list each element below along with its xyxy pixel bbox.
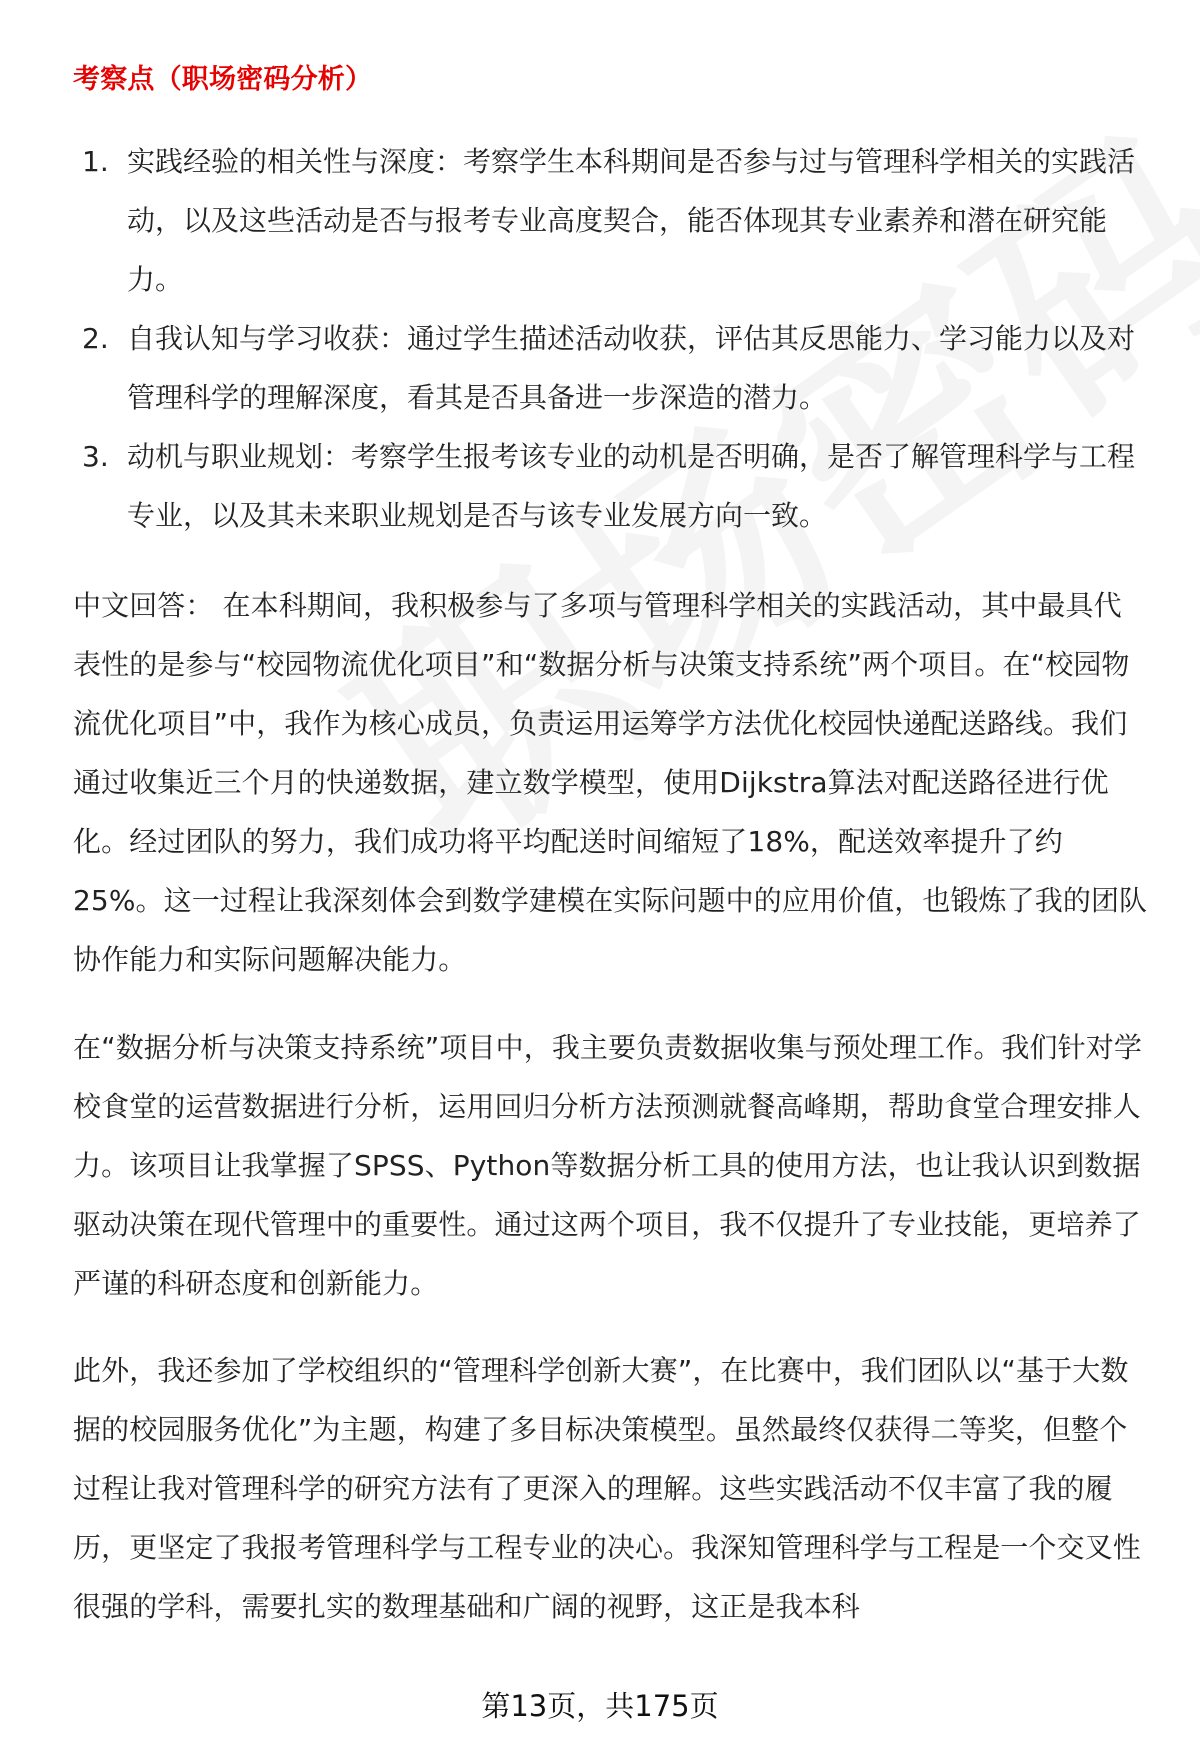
assessment-point-1 xyxy=(82,132,1142,309)
point-number: 1. xyxy=(82,145,109,178)
assessment-point-2 xyxy=(82,309,1142,427)
answer-paragraph-3: 此外，我还参加了学校组织的“管理科学创新大赛”，在比赛中，我们团队以“基于大数据的校园服务优化”为主题，构建了多目标决策模型。虽然最终仅获得二等奖，但整个过程让我对管理科学的研究方法有了更深入的理解。这些实践活动不仅丰富了我的履历，更坚定了我报考管理科学与工程专业的决心。我深知管理科学与工程是一个交叉性很强的学科，需要扎实的数理基础和广阔的视野，这正是我本科 xyxy=(73,1354,1141,1623)
answer-paragraph-1: 中文回答： 在本科期间，我积极参与了多项与管理科学相关的实践活动，其中最具代表性的是参与“校园物流优化项目”和“数据分析与决策支持系统”两个项目。在“校园物流优化项目”中，我作为核心成员，负责运用运筹学方法优化校园快递配送路线。我们通过收集近三个月的快递数据，建立数学模型，使用Dijkstra算法对配送路径进行优化。经过团队的努力，我们成功将平均配送时间缩短了18%，配送效率提升了约25%。这一过程让我深刻体会到数学建模在实际问题中的应用价值，也锻炼了我的团队协作能力和实际问题解决能力。 xyxy=(73,589,1148,976)
assessment-point-3 xyxy=(82,427,1142,545)
point-number: 2. xyxy=(82,322,109,355)
assessment-points-list xyxy=(82,132,1142,545)
page-number: 第13页，共175页 xyxy=(481,1689,719,1723)
point-text: 动机与职业规划：考察学生报考该专业的动机是否明确，是否了解管理科学与工程专业，以及其未来职业规划是否与该专业发展方向一致。 xyxy=(127,440,1136,532)
point-number: 3. xyxy=(82,440,109,473)
section-heading: 考察点（职场密码分析） xyxy=(73,64,373,95)
point-text: 自我认知与学习收获：通过学生描述活动收获，评估其反思能力、学习能力以及对管理科学的理解深度，看其是否具备进一步深造的潜力。 xyxy=(127,322,1136,414)
answer-paragraph-2: 在“数据分析与决策支持系统”项目中，我主要负责数据收集与预处理工作。我们针对学校食堂的运营数据进行分析，运用回归分析方法预测就餐高峰期，帮助食堂合理安排人力。该项目让我掌握了SPSS、Python等数据分析工具的使用方法，也让我认识到数据驱动决策在现代管理中的重要性。通过这两个项目，我不仅提升了专业技能，更培养了严谨的科研态度和创新能力。 xyxy=(73,1031,1142,1300)
point-text: 实践经验的相关性与深度：考察学生本科期间是否参与过与管理科学相关的实践活动，以及这些活动是否与报考专业高度契合，能否体现其专业素养和潜在研究能力。 xyxy=(127,145,1136,296)
